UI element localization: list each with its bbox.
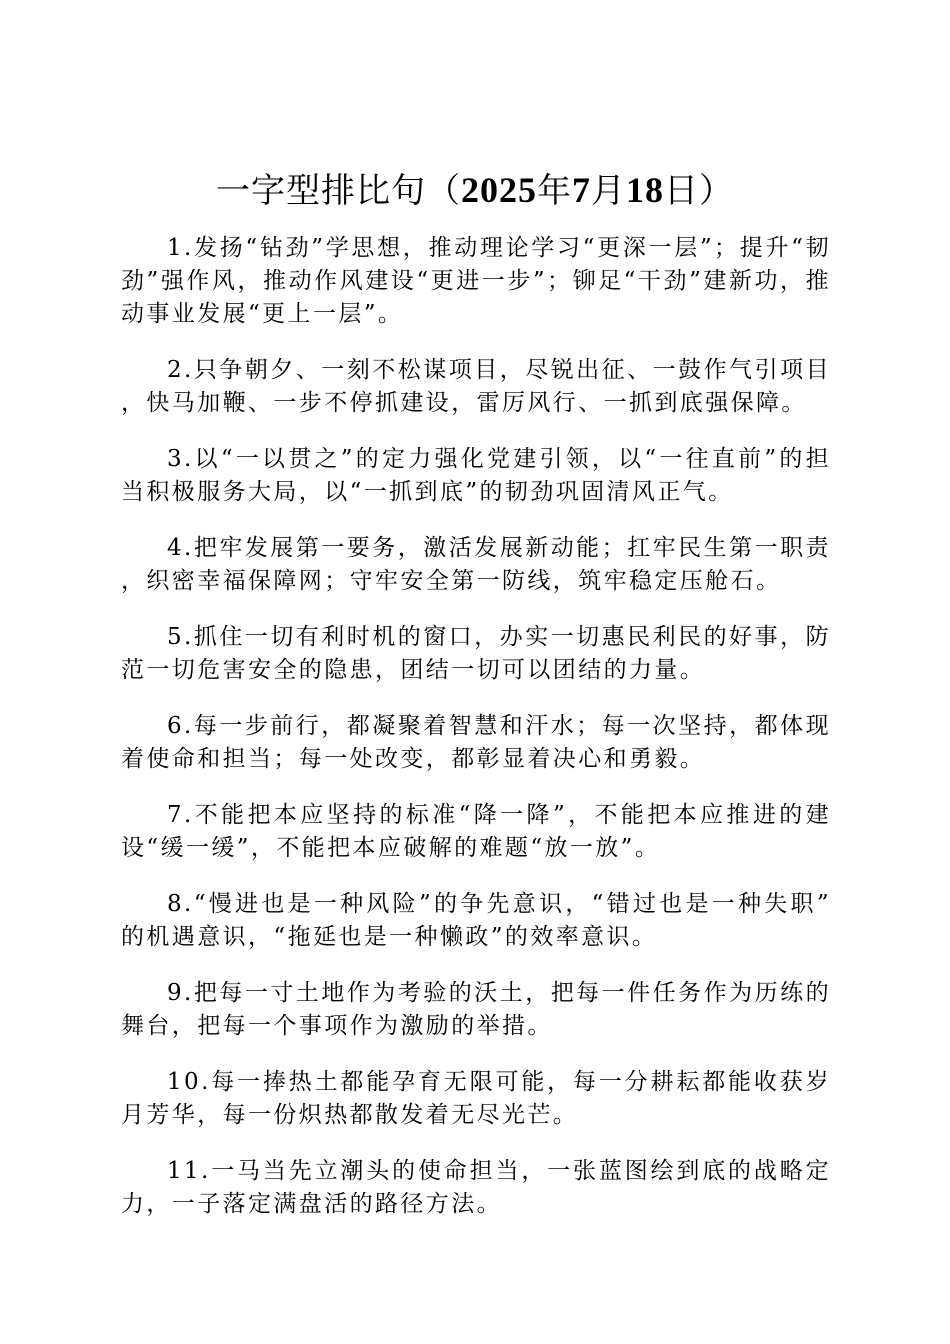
title-prefix: 一字型排比句（ [216, 171, 461, 211]
title-month-unit: 月 [591, 171, 626, 211]
title-day: 18 [626, 170, 664, 210]
paragraph-2: 2.只争朝夕、一刻不松谋项目，尽锐出征、一鼓作气引项目，快马加鞭、一步不停抓建设，雷厉风行、一抓到底强保障。 [121, 357, 831, 416]
document-body [121, 232, 831, 1244]
paragraph-4: 4.把牢发展第一要务，激活发展新动能；扛牢民生第一职责，织密幸福保障网；守牢安全第一防线，筑牢稳定压舱石。 [121, 535, 831, 594]
document-title [0, 168, 950, 213]
title-suffix: 日） [664, 171, 734, 211]
title-month: 7 [572, 170, 591, 210]
paragraph-1: 1.发扬“钻劲”学思想，推动理论学习“更深一层”；提升“韧劲”强作风，推动作风建设“更进一步”；铆足“干劲”建新功，推动事业发展“更上一层”。 [121, 235, 831, 327]
title-year-unit: 年 [537, 171, 572, 211]
paragraph-7: 7.不能把本应坚持的标准“降一降”，不能把本应推进的建设“缓一缓”，不能把本应破解的难题“放一放”。 [121, 802, 831, 861]
paragraph-11: 11.一马当先立潮头的使命担当，一张蓝图绘到底的战略定力，一子落定满盘活的路径方法。 [121, 1158, 831, 1217]
paragraph-8: 8.“慢进也是一种风险”的争先意识，“错过也是一种失职”的机遇意识，“拖延也是一种懒政”的效率意识。 [121, 891, 831, 950]
paragraph-6: 6.每一步前行，都凝聚着智慧和汗水；每一次坚持，都体现着使命和担当；每一处改变，都彰显着决心和勇毅。 [121, 713, 831, 772]
paragraph-5: 5.抓住一切有利时机的窗口，办实一切惠民利民的好事，防范一切危害安全的隐患，团结一切可以团结的力量。 [121, 624, 831, 683]
paragraph-3: 3.以“一以贯之”的定力强化党建引领，以“一往直前”的担当积极服务大局，以“一抓到底”的韧劲巩固清风正气。 [121, 446, 831, 505]
paragraph-9: 9.把每一寸土地作为考验的沃土，把每一件任务作为历练的舞台，把每一个事项作为激励的举措。 [121, 980, 831, 1039]
paragraph-10: 10.每一捧热土都能孕育无限可能，每一分耕耘都能收获岁月芳华，每一份炽热都散发着无尽光芒。 [121, 1069, 831, 1128]
title-year: 2025 [461, 170, 537, 210]
